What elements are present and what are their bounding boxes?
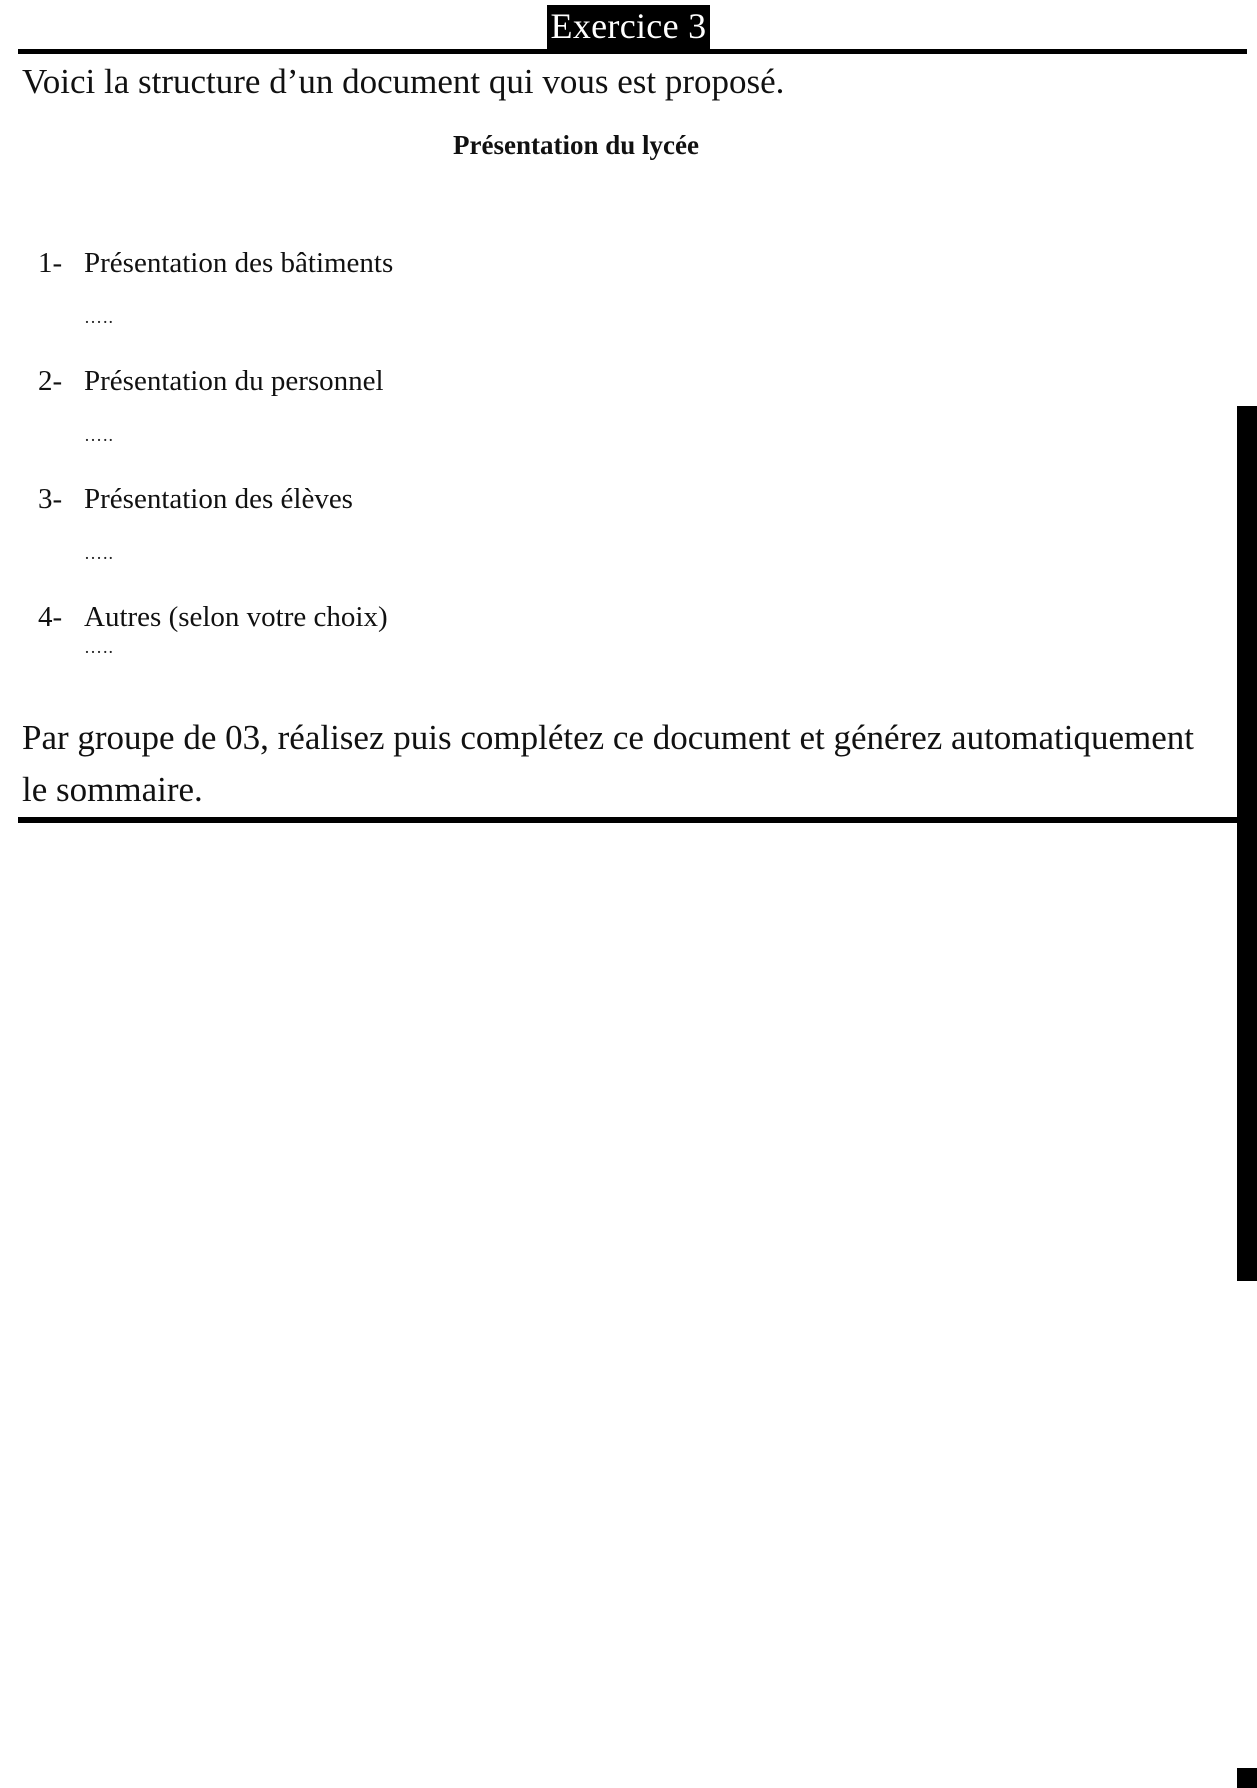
top-divider xyxy=(18,49,1247,54)
outline-item-placeholder: ….. xyxy=(84,307,114,327)
outline-item-number: 1- xyxy=(38,247,63,279)
bottom-divider xyxy=(18,817,1239,823)
outline-item-placeholder: ….. xyxy=(84,637,114,657)
outline-item-label: Présentation des bâtiments xyxy=(84,247,394,279)
outline-item-placeholder: ….. xyxy=(84,425,114,445)
page-edge-bar xyxy=(1237,406,1257,1281)
outline-item-number: 3- xyxy=(38,483,63,515)
instruction-line-1: Par groupe de 03, réalisez puis complétez ce document et générez automatiquement xyxy=(22,718,1195,757)
outline-item-number: 4- xyxy=(38,601,63,633)
outline-item-label: Présentation du personnel xyxy=(84,365,384,397)
instruction-line-2: le sommaire. xyxy=(22,770,203,809)
outline-item-placeholder: ….. xyxy=(84,543,114,563)
outline-item-label: Présentation des élèves xyxy=(84,483,353,515)
intro-text: Voici la structure d’un document qui vous est proposé. xyxy=(22,62,785,101)
outline-item-label: Autres (selon votre choix) xyxy=(84,601,388,633)
page-corner-mark xyxy=(1237,1768,1257,1788)
outline-item-number: 2- xyxy=(38,365,63,397)
exercise-heading xyxy=(0,5,1257,49)
document-title: Présentation du lycée xyxy=(453,130,699,160)
exercise-title: Exercice 3 xyxy=(547,5,711,49)
instruction-text xyxy=(22,712,1244,816)
